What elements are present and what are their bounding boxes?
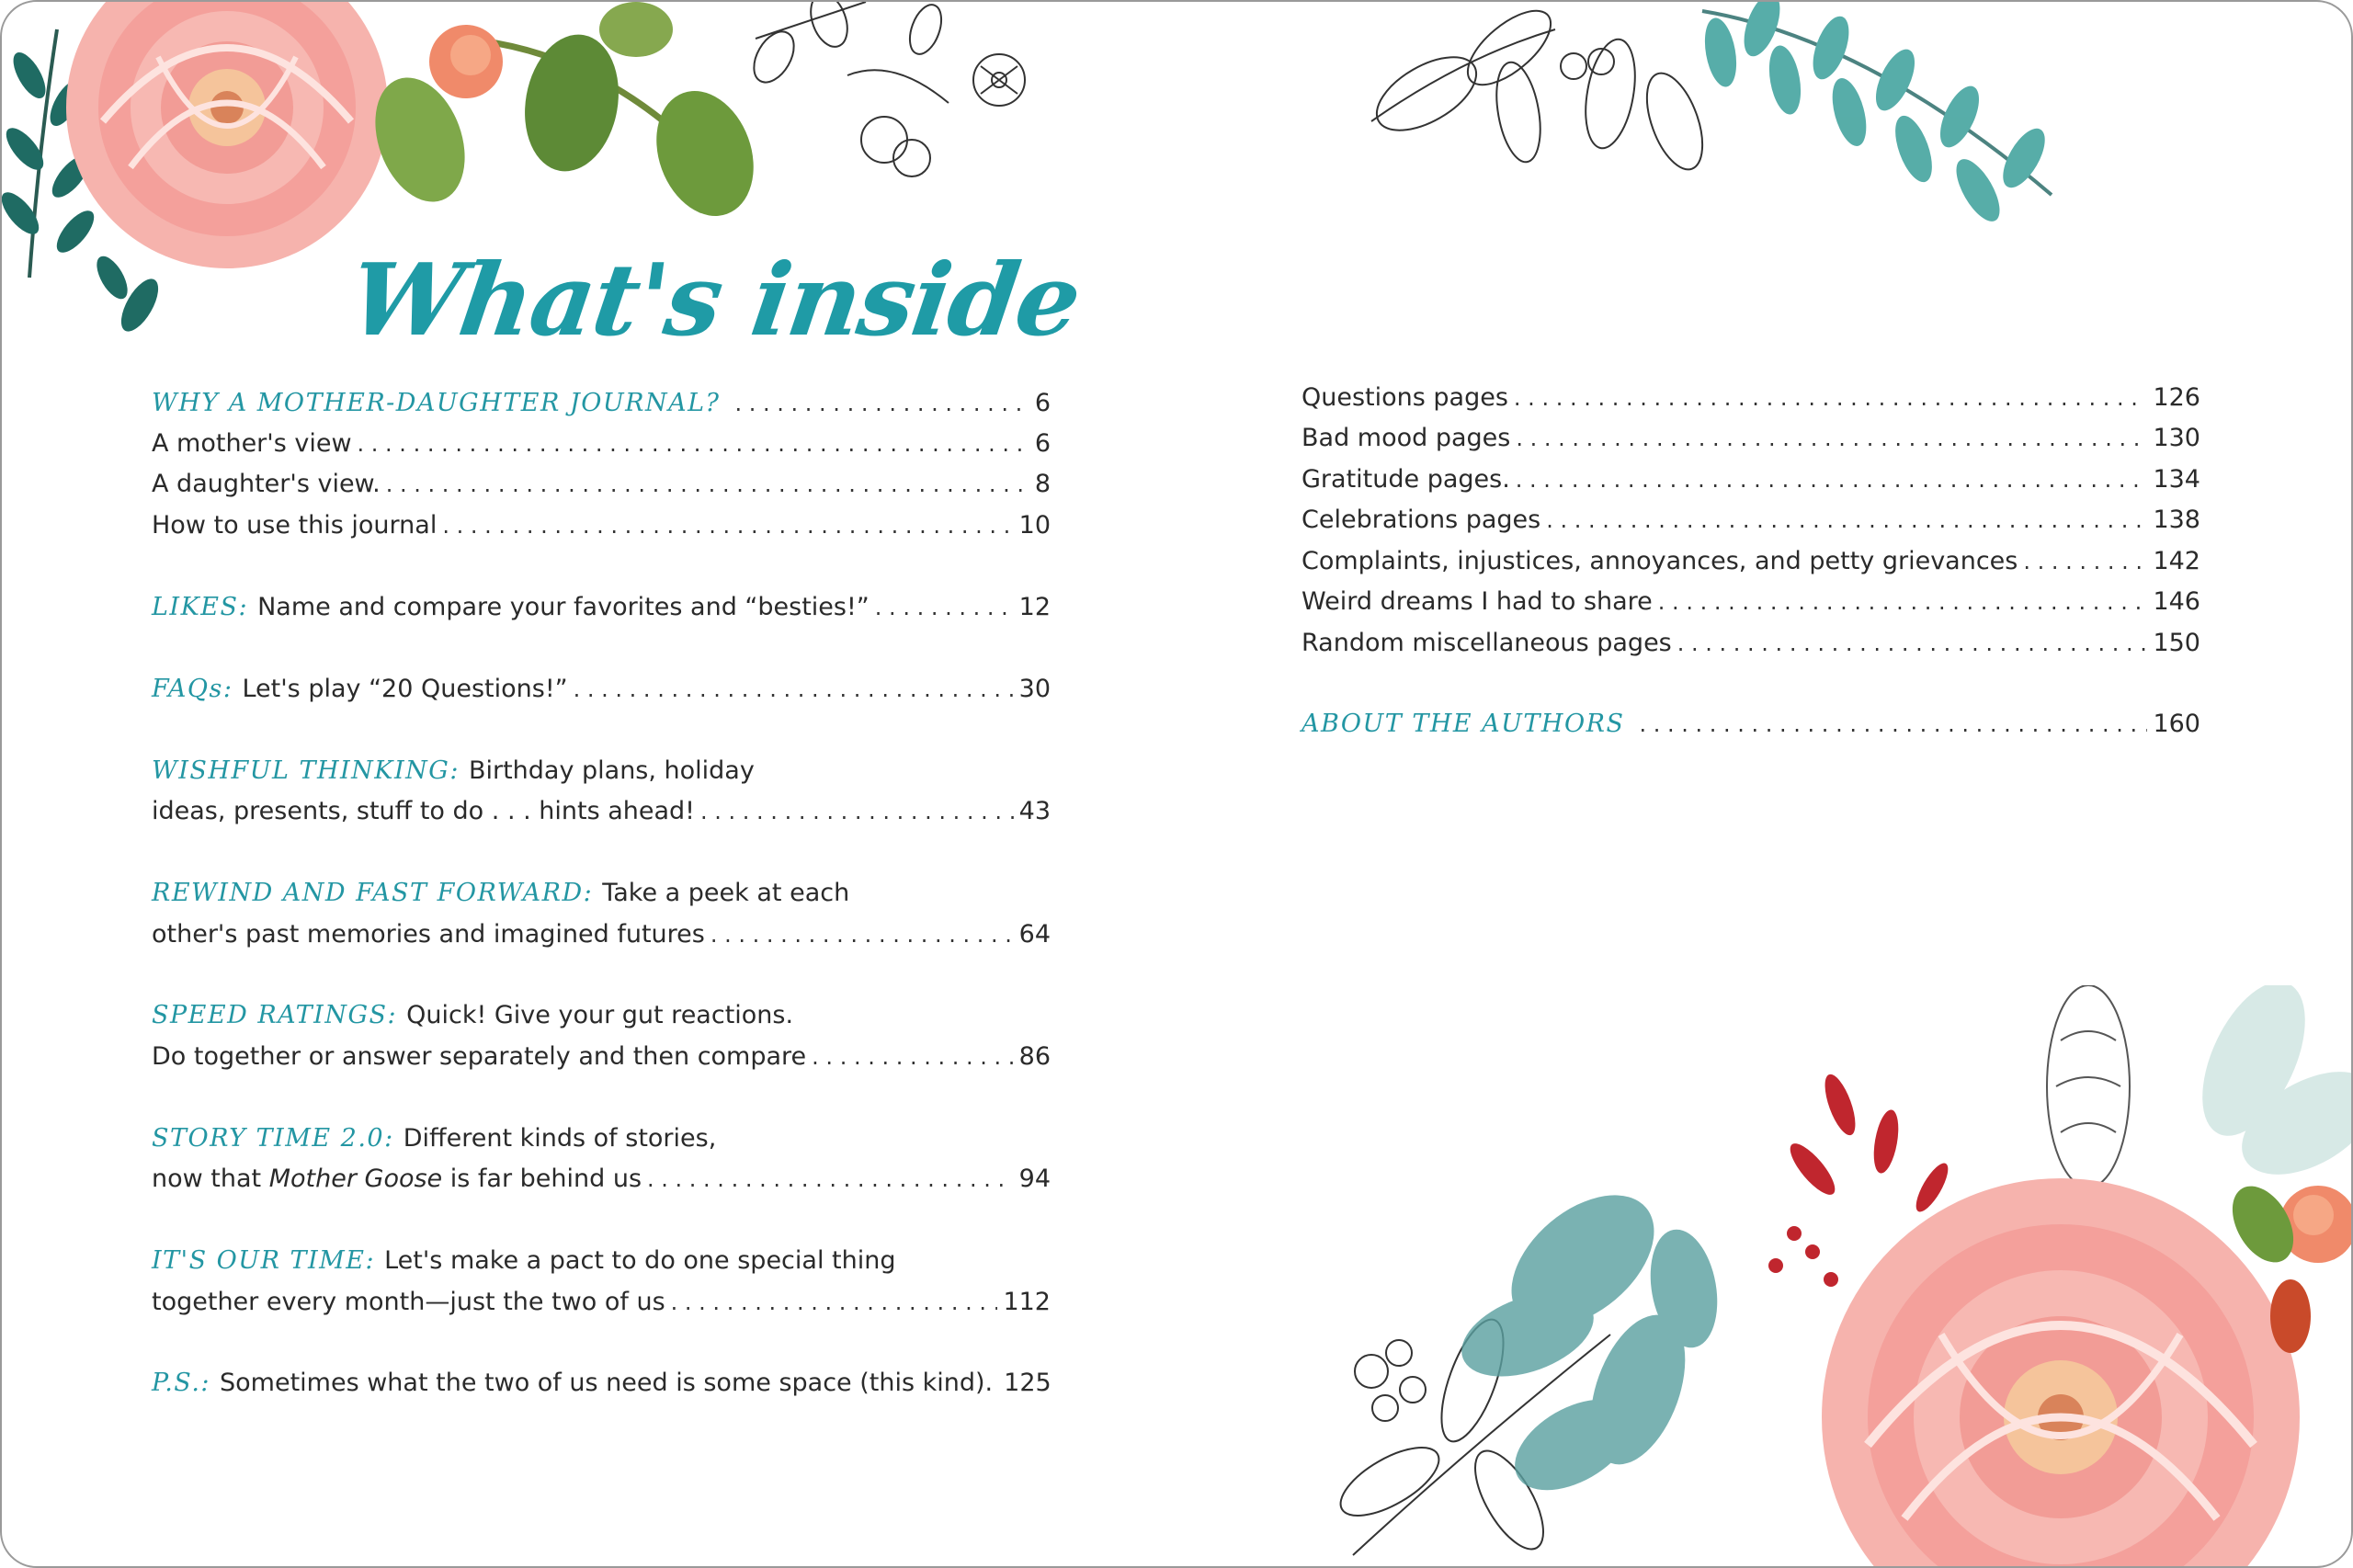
toc-entry-text: Weird dreams I had to share [1302,587,1653,616]
toc-leader-dots [647,1163,1014,1196]
toc-leader-dots [671,1286,998,1319]
toc-entry[interactable] [1302,545,2200,578]
toc-entry[interactable] [152,1286,1051,1319]
rose-flower-icon [66,2,388,268]
toc-entry[interactable] [152,591,1051,624]
toc-page-number: 146 [2153,587,2200,616]
toc-leader-dots [1514,381,2148,415]
toc-section-heading: IT'S OUR TIME: [152,1246,376,1275]
toc-entry-text-part: is far behind us [442,1165,642,1193]
toc-page-number: 126 [2153,383,2200,412]
toc-entry-text: Let's make a pact to do one special thing [384,1246,896,1275]
toc-page-number: 94 [1018,1165,1051,1193]
toc-leader-dots [1516,463,2148,496]
toc-leader-dots [1546,504,2147,537]
toc-entry-text [152,1163,642,1196]
toc-entry[interactable] [1302,463,2200,496]
toc-entry[interactable] [152,1244,1051,1278]
toc-page-number: 112 [1003,1288,1051,1316]
toc-entry-text: ideas, presents, stuff to do . . . hints ahead! [152,797,696,825]
lupine-flower-icon [2047,985,2130,1187]
toc-page-number: 6 [1034,429,1051,458]
top-right-floral-illustration [1353,2,2088,259]
toc-leader-dots [442,509,1013,542]
toc-entry-text: Take a peek at each [602,879,850,907]
toc-page-number: 30 [1018,675,1051,703]
toc-entry[interactable] [1302,381,2200,415]
toc-entry-text: Questions pages [1302,383,1508,412]
toc-entry-text: Do together or answer separately and then compare [152,1042,807,1071]
toc-section-heading: REWIND AND FAST FORWARD: [152,879,594,907]
toc-leader-dots [1639,708,2147,741]
toc-leader-dots [700,795,1014,828]
toc-entry-text: other's past memories and imagined futures [152,920,705,949]
toc-section-heading: FAQs: [152,675,233,703]
toc-entry-text: How to use this journal [152,511,438,540]
page-title: What's inside [343,243,1086,358]
toc-entry-text: Random miscellaneous pages [1302,629,1672,657]
toc-entry-text: Birthday plans, holiday [468,756,755,785]
toc-page-number: 64 [1018,920,1051,949]
toc-entry[interactable] [152,468,1051,501]
toc-entry[interactable] [152,427,1051,460]
toc-leader-dots [358,427,1029,460]
toc-page-number: 8 [1034,470,1051,498]
toc-entry[interactable] [152,877,1051,910]
toc-entry[interactable] [152,1367,1051,1400]
toc-section-heading: LIKES: [152,593,249,621]
toc-leader-dots [875,591,1014,624]
line-art-leaves-icon [1365,2,1713,176]
toc-entry[interactable] [1302,585,2200,619]
toc-section-heading: WISHFUL THINKING: [152,756,460,785]
rose-flower-icon [1822,1178,2300,1566]
toc-entry-text: Let's play “20 Questions!” [242,675,568,703]
toc-leader-dots [2023,545,2147,578]
toc-entry-text: Sometimes what the two of us need is some space (this kind). [220,1369,994,1397]
toc-entry-text: Name and compare your favorites and “besties!” [257,593,870,621]
toc-entry-text: A mother's view [152,429,352,458]
toc-section-heading: SPEED RATINGS: [152,1001,398,1029]
toc-entry[interactable] [1302,504,2200,537]
toc-leader-dots [710,918,1014,951]
toc-leader-dots [735,387,1029,420]
toc-page-number: 142 [2153,547,2200,575]
toc-page-number: 138 [2153,506,2200,534]
toc-entry[interactable] [1302,422,2200,455]
toc-page-number: 12 [1018,593,1051,621]
toc-entry-text: together every month—just the two of us [152,1288,665,1316]
toc-entry[interactable] [152,509,1051,542]
toc-section-heading: WHY A MOTHER-DAUGHTER JOURNAL? [152,389,721,417]
teal-fern-icon [1700,2,2053,228]
toc-entry[interactable] [1302,627,2200,660]
toc-page-number: 6 [1034,389,1051,417]
bottom-right-floral-illustration [1335,985,2351,1566]
toc-page-number: 150 [2153,629,2200,657]
toc-entry[interactable] [152,387,1051,420]
toc-page-number: 10 [1018,511,1051,540]
toc-leader-dots [386,468,1029,501]
toc-leader-dots [1677,627,2148,660]
toc-entry-text-part: now that [152,1165,269,1193]
toc-section-heading: STORY TIME 2.0: [152,1124,394,1153]
pale-leaves-icon [2181,985,2351,1196]
toc-entry-text: Different kinds of stories, [403,1124,717,1153]
toc-entry[interactable] [152,999,1051,1032]
toc-page-number: 160 [2153,710,2200,738]
toc-entry[interactable] [152,1163,1051,1196]
toc-entry-text: Gratitude pages. [1302,465,1510,494]
toc-entry[interactable] [152,755,1051,788]
toc-page-number: 125 [1004,1369,1051,1397]
watercolor-leaves-icon [359,2,770,230]
toc-page-number: 134 [2153,465,2200,494]
toc-entry-text: Bad mood pages [1302,424,1511,452]
toc-entry[interactable] [152,1040,1051,1074]
toc-section-heading: P.S.: [152,1369,210,1397]
toc-entry-text: Celebrations pages [1302,506,1541,534]
toc-page-number: 43 [1018,797,1051,825]
toc-entry[interactable] [152,673,1051,706]
toc-section-heading: ABOUT THE AUTHORS [1302,710,1625,738]
toc-leader-dots [574,673,1014,706]
toc-entry-text: Quick! Give your gut reactions. [406,1001,794,1029]
toc-entry-italic-title: Mother Goose [268,1165,443,1193]
toc-entry-text: A daughter's view. [152,470,381,498]
toc-entry[interactable] [152,795,1051,828]
toc-page-number: 86 [1018,1042,1051,1071]
toc-entry[interactable] [152,918,1051,951]
toc-entry[interactable] [1302,708,2200,741]
toc-leader-dots [1658,585,2148,619]
toc-entry-text: Complaints, injustices, annoyances, and petty grievances [1302,547,2018,575]
toc-leader-dots [1516,422,2147,455]
watercolor-leaves-icon [1450,1169,1726,1509]
toc-page-number: 130 [2153,424,2200,452]
toc-leader-dots [812,1040,1013,1074]
line-art-leaves-icon [745,2,1025,176]
toc-entry[interactable] [152,1122,1051,1155]
